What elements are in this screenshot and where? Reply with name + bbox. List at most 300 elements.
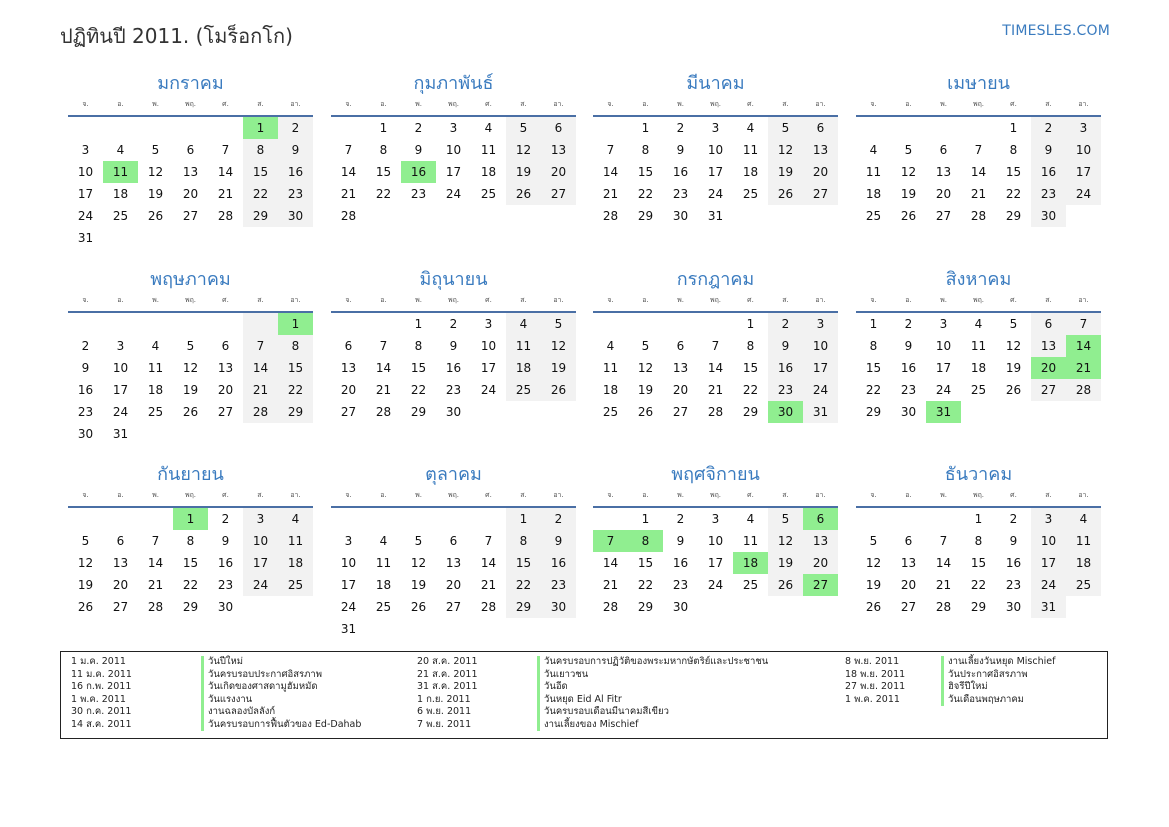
day-cell: 7 xyxy=(939,534,948,548)
day-cell: 7 xyxy=(484,534,493,548)
day-cell: 15 xyxy=(375,165,392,179)
weekday-label: จ. xyxy=(82,296,89,304)
day-cell: 15 xyxy=(865,361,882,375)
day-cell: 28 xyxy=(243,401,278,423)
day-cell: 21 xyxy=(602,187,619,201)
day-cell: 18 xyxy=(865,187,882,201)
holiday-date: 20 ส.ค. 2011 xyxy=(417,656,478,667)
day-cell: 17 xyxy=(803,357,838,379)
day-cell: 21 xyxy=(243,379,278,401)
holiday-name: วันครบรอบประกาศอิสรภาพ xyxy=(201,669,322,682)
day-cell: 16 xyxy=(278,161,313,183)
day-cell: 7 xyxy=(1066,313,1101,335)
month-block xyxy=(68,267,313,445)
day-cell: 23 xyxy=(77,405,94,419)
weekday-label: อา. xyxy=(815,491,826,499)
day-cell: 11 xyxy=(602,361,619,375)
day-cell: 21 xyxy=(602,578,619,592)
empty-cell xyxy=(138,508,173,530)
day-cell: 2 xyxy=(414,121,423,135)
day-grid xyxy=(331,508,576,640)
day-cell: 6 xyxy=(186,143,195,157)
weekday-label: ศ. xyxy=(1010,491,1017,499)
day-cell: 9 xyxy=(81,361,90,375)
day-cell: 14 xyxy=(602,165,619,179)
day-cell: 27 xyxy=(935,209,952,223)
day-cell: 24 xyxy=(803,379,838,401)
empty-cell xyxy=(628,313,663,335)
weekday-header xyxy=(68,293,313,313)
day-cell: 2 xyxy=(676,512,685,526)
holiday-date: 1 พ.ค. 2011 xyxy=(71,693,126,705)
weekday-label: ส. xyxy=(782,100,789,108)
day-cell: 10 xyxy=(112,361,129,375)
empty-cell xyxy=(366,313,401,335)
month-name: มิถุนายน xyxy=(419,269,488,290)
day-cell: 16 xyxy=(77,383,94,397)
day-cell: 18 xyxy=(742,165,759,179)
weekday-label: จ. xyxy=(82,100,89,108)
holiday-name: วันแรงงาน xyxy=(201,694,252,707)
day-cell: 11 xyxy=(1066,530,1101,552)
day-cell: 6 xyxy=(221,339,230,353)
day-cell: 26 xyxy=(182,405,199,419)
day-cell: 9 xyxy=(768,335,803,357)
holiday-date: 14 ส.ค. 2011 xyxy=(71,718,132,730)
month-name: ตุลาคม xyxy=(425,464,482,485)
day-cell: 4 xyxy=(278,508,313,530)
day-cell: 27 xyxy=(803,183,838,205)
month-block xyxy=(331,462,576,640)
empty-cell xyxy=(698,313,733,335)
day-cell: 22 xyxy=(506,574,541,596)
weekday-label: ส. xyxy=(257,491,264,499)
day-cell: 30 xyxy=(1031,205,1066,227)
day-cell: 28 xyxy=(602,209,619,223)
day-cell: 7 xyxy=(221,143,230,157)
holiday-day-cell: 1 xyxy=(243,117,278,139)
day-cell: 29 xyxy=(637,600,654,614)
weekday-label: อา. xyxy=(1078,100,1089,108)
day-cell: 21 xyxy=(480,578,497,592)
day-cell: 24 xyxy=(340,600,357,614)
day-cell: 21 xyxy=(935,578,952,592)
weekday-label: พฤ. xyxy=(972,296,985,304)
day-cell: 5 xyxy=(414,534,423,548)
holiday-name: งานฉลองบัลลังก์ xyxy=(201,706,275,719)
day-cell: 25 xyxy=(1066,574,1101,596)
day-cell: 8 xyxy=(746,339,755,353)
month-name: มีนาคม xyxy=(686,73,745,94)
day-cell: 28 xyxy=(1066,379,1101,401)
day-cell: 13 xyxy=(803,530,838,552)
holiday-name: งานเลี้ยงของ Mischief xyxy=(537,719,638,732)
weekday-label: อ. xyxy=(117,491,124,499)
day-cell: 12 xyxy=(865,556,882,570)
weekday-label: พ. xyxy=(415,100,422,108)
weekday-label: อ. xyxy=(905,296,912,304)
day-cell: 17 xyxy=(340,578,357,592)
day-cell: 26 xyxy=(410,600,427,614)
weekday-label: พฤ. xyxy=(709,296,722,304)
weekday-label: อา. xyxy=(1078,491,1089,499)
day-cell: 29 xyxy=(278,401,313,423)
day-cell: 15 xyxy=(182,556,199,570)
day-cell: 1 xyxy=(414,317,423,331)
weekday-label: อา. xyxy=(290,491,301,499)
weekday-label: อ. xyxy=(642,491,649,499)
day-cell: 2 xyxy=(449,317,458,331)
day-cell: 24 xyxy=(707,187,724,201)
day-cell: 3 xyxy=(939,317,948,331)
day-cell: 14 xyxy=(340,165,357,179)
empty-cell xyxy=(926,508,961,530)
holiday-date: 27 พ.ย. 2011 xyxy=(845,681,906,692)
day-cell: 6 xyxy=(803,117,838,139)
day-cell: 14 xyxy=(243,357,278,379)
day-cell: 11 xyxy=(147,361,164,375)
day-cell: 13 xyxy=(1031,335,1066,357)
weekday-label: ศ. xyxy=(485,296,492,304)
day-cell: 5 xyxy=(768,508,803,530)
weekday-label: อา. xyxy=(815,296,826,304)
weekday-label: พฤ. xyxy=(972,491,985,499)
day-cell: 13 xyxy=(445,556,462,570)
weekday-label: อา. xyxy=(1078,296,1089,304)
empty-cell xyxy=(593,313,628,335)
day-cell: 20 xyxy=(217,383,234,397)
day-cell: 29 xyxy=(1005,209,1022,223)
weekday-label: จ. xyxy=(607,491,614,499)
weekday-label: จ. xyxy=(345,491,352,499)
holiday-day-cell: 30 xyxy=(768,401,803,423)
day-cell: 25 xyxy=(112,209,129,223)
day-cell: 29 xyxy=(637,209,654,223)
day-cell: 12 xyxy=(506,139,541,161)
day-cell: 18 xyxy=(147,383,164,397)
day-cell: 7 xyxy=(974,143,983,157)
weekday-label: ส. xyxy=(1045,491,1052,499)
day-cell: 23 xyxy=(672,187,689,201)
day-cell: 6 xyxy=(1031,313,1066,335)
weekday-label: พฤ. xyxy=(184,296,197,304)
day-cell: 13 xyxy=(217,361,234,375)
day-cell: 26 xyxy=(768,574,803,596)
day-cell: 30 xyxy=(541,596,576,618)
day-grid xyxy=(856,313,1101,423)
day-cell: 23 xyxy=(1031,183,1066,205)
day-cell: 2 xyxy=(81,339,90,353)
holiday-date: 30 ก.ค. 2011 xyxy=(71,706,132,717)
day-cell: 4 xyxy=(379,534,388,548)
empty-cell xyxy=(961,117,996,139)
day-cell: 30 xyxy=(672,209,689,223)
day-cell: 25 xyxy=(147,405,164,419)
empty-cell xyxy=(103,508,138,530)
day-cell: 12 xyxy=(768,530,803,552)
day-cell: 21 xyxy=(340,187,357,201)
weekday-label: อา. xyxy=(815,100,826,108)
day-cell: 14 xyxy=(147,556,164,570)
weekday-label: พฤ. xyxy=(447,296,460,304)
day-cell: 20 xyxy=(340,383,357,397)
day-cell: 5 xyxy=(768,117,803,139)
day-cell: 25 xyxy=(742,578,759,592)
holiday-name: วันประกาศอิสรภาพ xyxy=(941,669,1028,682)
day-cell: 16 xyxy=(541,552,576,574)
day-cell: 27 xyxy=(541,183,576,205)
day-cell: 19 xyxy=(865,578,882,592)
day-cell: 25 xyxy=(480,187,497,201)
day-cell: 27 xyxy=(217,405,234,419)
day-cell: 6 xyxy=(449,534,458,548)
day-cell: 10 xyxy=(707,534,724,548)
holiday-legend xyxy=(60,651,1108,739)
day-cell: 8 xyxy=(506,530,541,552)
empty-cell xyxy=(663,313,698,335)
holiday-day-cell: 18 xyxy=(733,552,768,574)
month-block xyxy=(331,267,576,423)
month-name: กันยายน xyxy=(157,464,224,485)
holiday-day-cell: 8 xyxy=(628,530,663,552)
day-cell: 10 xyxy=(77,165,94,179)
day-cell: 16 xyxy=(672,165,689,179)
weekday-header xyxy=(593,97,838,117)
day-cell: 28 xyxy=(935,600,952,614)
day-cell: 26 xyxy=(865,600,882,614)
empty-cell xyxy=(138,117,173,139)
day-cell: 13 xyxy=(900,556,917,570)
day-cell: 31 xyxy=(112,427,129,441)
day-cell: 3 xyxy=(1031,508,1066,530)
day-cell: 31 xyxy=(707,209,724,223)
weekday-label: จ. xyxy=(345,296,352,304)
day-cell: 11 xyxy=(480,143,497,157)
weekday-label: พฤ. xyxy=(447,491,460,499)
day-grid xyxy=(68,117,313,249)
day-grid xyxy=(856,117,1101,227)
day-cell: 5 xyxy=(81,534,90,548)
day-cell: 5 xyxy=(869,534,878,548)
weekday-label: ส. xyxy=(1045,100,1052,108)
day-cell: 23 xyxy=(445,383,462,397)
day-cell: 15 xyxy=(970,556,987,570)
day-cell: 5 xyxy=(506,117,541,139)
day-cell: 25 xyxy=(970,383,987,397)
month-block xyxy=(856,71,1101,227)
day-cell: 30 xyxy=(77,427,94,441)
day-cell: 15 xyxy=(278,357,313,379)
day-cell: 17 xyxy=(935,361,952,375)
day-cell: 26 xyxy=(77,600,94,614)
day-cell: 17 xyxy=(77,187,94,201)
day-cell: 20 xyxy=(182,187,199,201)
day-cell: 1 xyxy=(379,121,388,135)
day-cell: 21 xyxy=(707,383,724,397)
holiday-date: 8 พ.ย. 2011 xyxy=(845,656,900,667)
day-cell: 11 xyxy=(865,165,882,179)
day-cell: 12 xyxy=(182,361,199,375)
day-cell: 15 xyxy=(637,165,654,179)
month-block xyxy=(856,462,1101,618)
empty-cell xyxy=(593,117,628,139)
holiday-name: วันครบรอบการปฏิวัติของพระมหากษัตริย์และประชาชน xyxy=(537,656,768,669)
day-cell: 23 xyxy=(278,183,313,205)
weekday-label: อา. xyxy=(553,296,564,304)
month-name: พฤษภาคม xyxy=(150,269,231,290)
holiday-day-cell: 7 xyxy=(593,530,628,552)
day-cell: 19 xyxy=(410,578,427,592)
weekday-label: อา. xyxy=(553,100,564,108)
day-cell: 9 xyxy=(414,143,423,157)
day-cell: 5 xyxy=(641,339,650,353)
day-cell: 10 xyxy=(803,335,838,357)
weekday-header xyxy=(856,97,1101,117)
day-cell: 4 xyxy=(606,339,615,353)
day-cell: 10 xyxy=(1066,139,1101,161)
day-cell: 28 xyxy=(147,600,164,614)
day-cell: 27 xyxy=(340,405,357,419)
day-cell: 28 xyxy=(970,209,987,223)
day-cell: 3 xyxy=(803,313,838,335)
day-cell: 13 xyxy=(935,165,952,179)
day-cell: 22 xyxy=(637,187,654,201)
day-cell: 22 xyxy=(637,578,654,592)
weekday-label: พ. xyxy=(152,491,159,499)
day-cell: 3 xyxy=(1066,117,1101,139)
month-name: พฤศจิกายน xyxy=(671,464,760,485)
weekday-label: พ. xyxy=(152,296,159,304)
day-cell: 1 xyxy=(506,508,541,530)
day-cell: 18 xyxy=(375,578,392,592)
day-cell: 28 xyxy=(480,600,497,614)
holiday-day-cell: 20 xyxy=(1031,357,1066,379)
day-cell: 1 xyxy=(641,121,650,135)
day-cell: 7 xyxy=(151,534,160,548)
day-cell: 17 xyxy=(445,165,462,179)
weekday-label: ส. xyxy=(257,100,264,108)
day-cell: 6 xyxy=(541,117,576,139)
day-cell: 26 xyxy=(541,379,576,401)
holiday-date: 1 ม.ค. 2011 xyxy=(71,656,126,667)
day-grid xyxy=(331,117,576,227)
day-cell: 9 xyxy=(676,534,685,548)
day-cell: 29 xyxy=(506,596,541,618)
month-block xyxy=(68,71,313,249)
day-cell: 22 xyxy=(278,379,313,401)
day-cell: 2 xyxy=(278,117,313,139)
holiday-date: 11 ม.ค. 2011 xyxy=(71,668,132,680)
day-cell: 9 xyxy=(904,339,913,353)
empty-cell xyxy=(68,508,103,530)
day-cell: 15 xyxy=(637,556,654,570)
day-cell: 4 xyxy=(746,512,755,526)
day-cell: 10 xyxy=(935,339,952,353)
day-cell: 21 xyxy=(217,187,234,201)
day-cell: 8 xyxy=(186,534,195,548)
day-cell: 15 xyxy=(410,361,427,375)
holiday-day-cell: 1 xyxy=(173,508,208,530)
day-cell: 8 xyxy=(379,143,388,157)
day-cell: 14 xyxy=(602,556,619,570)
empty-cell xyxy=(208,313,243,335)
weekday-label: พ. xyxy=(152,100,159,108)
day-cell: 16 xyxy=(1005,556,1022,570)
day-grid xyxy=(331,313,576,423)
day-cell: 10 xyxy=(445,143,462,157)
weekday-label: จ. xyxy=(607,296,614,304)
day-cell: 4 xyxy=(869,143,878,157)
weekday-label: ศ. xyxy=(222,296,229,304)
weekday-label: ศ. xyxy=(747,296,754,304)
day-cell: 27 xyxy=(182,209,199,223)
weekday-header xyxy=(68,97,313,117)
empty-cell xyxy=(208,117,243,139)
day-cell: 25 xyxy=(602,405,619,419)
empty-cell xyxy=(401,508,436,530)
day-cell: 31 xyxy=(1031,596,1066,618)
weekday-label: พ. xyxy=(677,100,684,108)
day-cell: 14 xyxy=(970,165,987,179)
holiday-date: 16 ก.พ. 2011 xyxy=(71,681,132,692)
holiday-day-cell: 6 xyxy=(803,508,838,530)
weekday-header xyxy=(331,97,576,117)
month-name: ธันวาคม xyxy=(944,464,1013,485)
day-cell: 26 xyxy=(506,183,541,205)
weekday-label: พฤ. xyxy=(447,100,460,108)
day-cell: 3 xyxy=(484,317,493,331)
month-name: กุมภาพันธ์ xyxy=(413,73,494,94)
weekday-label: อา. xyxy=(290,296,301,304)
day-cell: 2 xyxy=(676,121,685,135)
day-cell: 5 xyxy=(1009,317,1018,331)
day-cell: 2 xyxy=(221,512,230,526)
day-cell: 3 xyxy=(243,508,278,530)
empty-cell xyxy=(331,508,366,530)
page-title: ปฏิทินปี 2011. (โมร็อกโก) xyxy=(60,24,293,48)
weekday-header xyxy=(856,488,1101,508)
day-cell: 14 xyxy=(375,361,392,375)
day-cell: 5 xyxy=(541,313,576,335)
weekday-header xyxy=(593,293,838,313)
day-cell: 29 xyxy=(970,600,987,614)
month-block xyxy=(593,267,838,423)
day-cell: 20 xyxy=(900,578,917,592)
day-cell: 26 xyxy=(900,209,917,223)
month-block xyxy=(593,462,838,618)
day-cell: 4 xyxy=(974,317,983,331)
day-cell: 28 xyxy=(217,209,234,223)
holiday-day-cell: 1 xyxy=(278,313,313,335)
month-name: กรกฎาคม xyxy=(676,269,755,290)
day-cell: 26 xyxy=(637,405,654,419)
weekday-label: อ. xyxy=(380,491,387,499)
day-cell: 7 xyxy=(379,339,388,353)
weekday-header xyxy=(856,293,1101,313)
day-cell: 30 xyxy=(900,405,917,419)
day-cell: 2 xyxy=(1009,512,1018,526)
day-cell: 22 xyxy=(742,383,759,397)
day-cell: 22 xyxy=(1005,187,1022,201)
day-cell: 25 xyxy=(506,379,541,401)
day-cell: 9 xyxy=(1031,139,1066,161)
empty-cell xyxy=(436,508,471,530)
day-cell: 8 xyxy=(278,335,313,357)
day-cell: 28 xyxy=(375,405,392,419)
site-link[interactable]: TIMESLES.COM xyxy=(1002,23,1110,39)
day-cell: 8 xyxy=(414,339,423,353)
day-cell: 24 xyxy=(935,383,952,397)
